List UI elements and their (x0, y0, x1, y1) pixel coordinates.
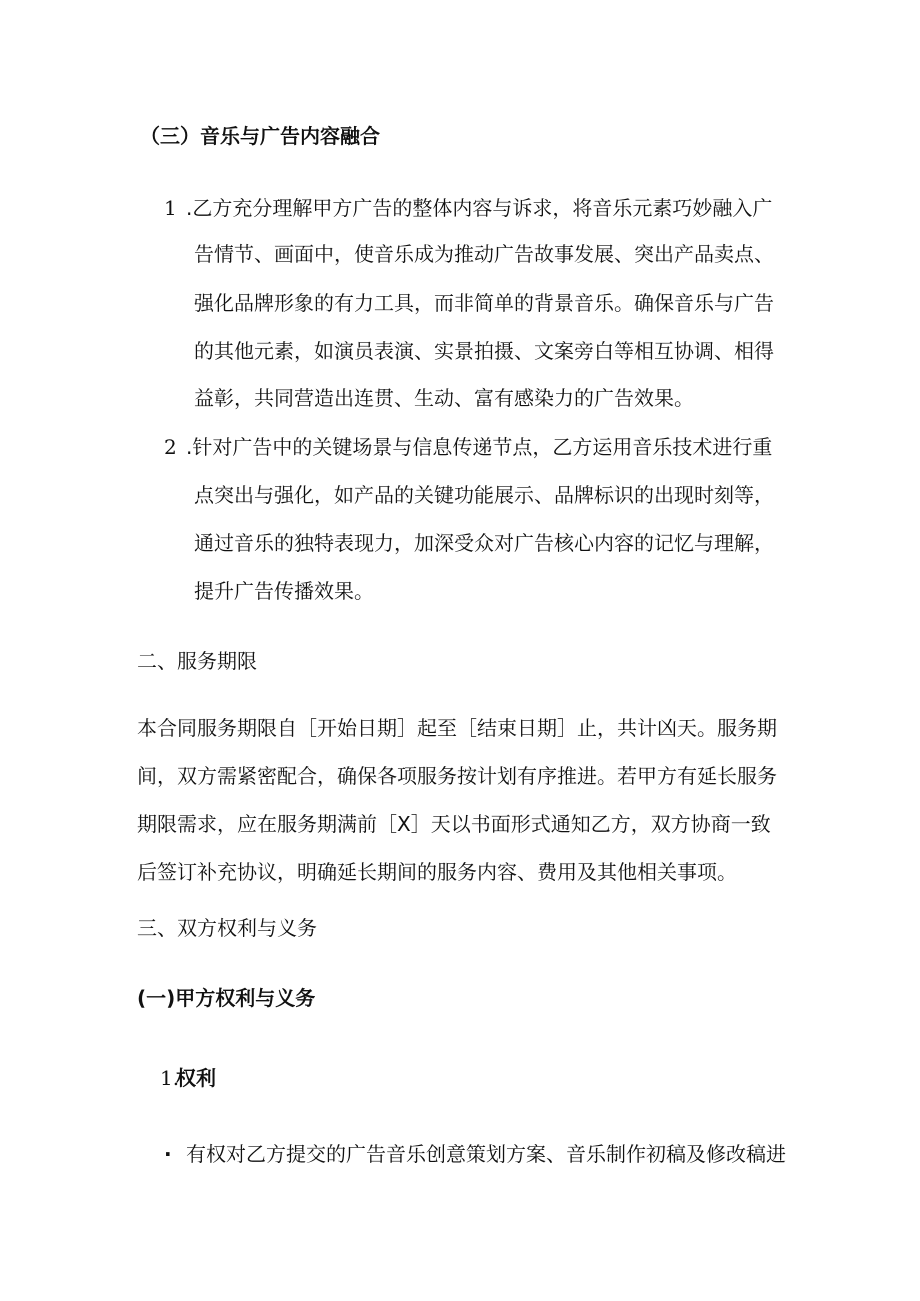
service-term-line-4: 后签订补充协议，明确延长期间的服务内容、费用及其他相关事项。 (137, 860, 737, 884)
item-1-line-2: 告情节、画面中，使音乐成为推动广告故事发展、突出产品卖点、 (194, 242, 774, 266)
item-1-line-5: 益彰，共同营造出连贯、生动、富有感染力的广告效果。 (194, 386, 694, 410)
service-term-heading: 二、服务期限 (137, 649, 257, 673)
item-1-number: 1 (164, 196, 177, 220)
rights-point-number: 1. (160, 1066, 180, 1090)
rights-obligations-heading: 三、双方权利与义务 (137, 916, 317, 940)
service-term-line-2: 间，双方需紧密配合，确保各项服务按计划有序推进。若甲方有延长服务 (137, 764, 777, 788)
rights-point-label: 权利 (176, 1066, 216, 1090)
bullet-text-review-rights: 有权对乙方提交的广告音乐创意策划方案、音乐制作初稿及修改稿进 (186, 1142, 786, 1166)
item-2-number: 2 (164, 435, 177, 459)
bullet-dot: · (164, 1142, 172, 1166)
item-1-line-4: 的其他元素，如演员表演、实景拍摄、文案旁白等相互协调、相得 (194, 339, 774, 363)
party-a-rights-heading: (一)甲方权利与义务 (137, 986, 316, 1010)
item-2-line-1: .针对广告中的关键场景与信息传递节点，乙方运用音乐技术进行重 (186, 435, 773, 459)
item-2-line-2: 点突出与强化，如产品的关键功能展示、品牌标识的出现时刻等， (194, 483, 774, 507)
item-2-line-3: 通过音乐的独特表现力，加深受众对广告核心内容的记忆与理解， (194, 531, 774, 555)
service-term-line-1: 本合同服务期限自［开始日期］起至［结束日期］止，共计凶天。服务期 (137, 716, 777, 740)
service-term-line-3: 期限需求，应在服务期满前［X］天以书面形式通知乙方，双方协商一致 (137, 812, 771, 836)
section-heading-music-fusion: （三）音乐与广告内容融合 (140, 124, 380, 148)
item-2-line-4: 提升广告传播效果。 (194, 579, 374, 603)
item-1-line-1: .乙方充分理解甲方广告的整体内容与诉求，将音乐元素巧妙融入广 (186, 196, 773, 220)
item-1-line-3: 强化品牌形象的有力工具，而非简单的背景音乐。确保音乐与广告 (194, 291, 774, 315)
